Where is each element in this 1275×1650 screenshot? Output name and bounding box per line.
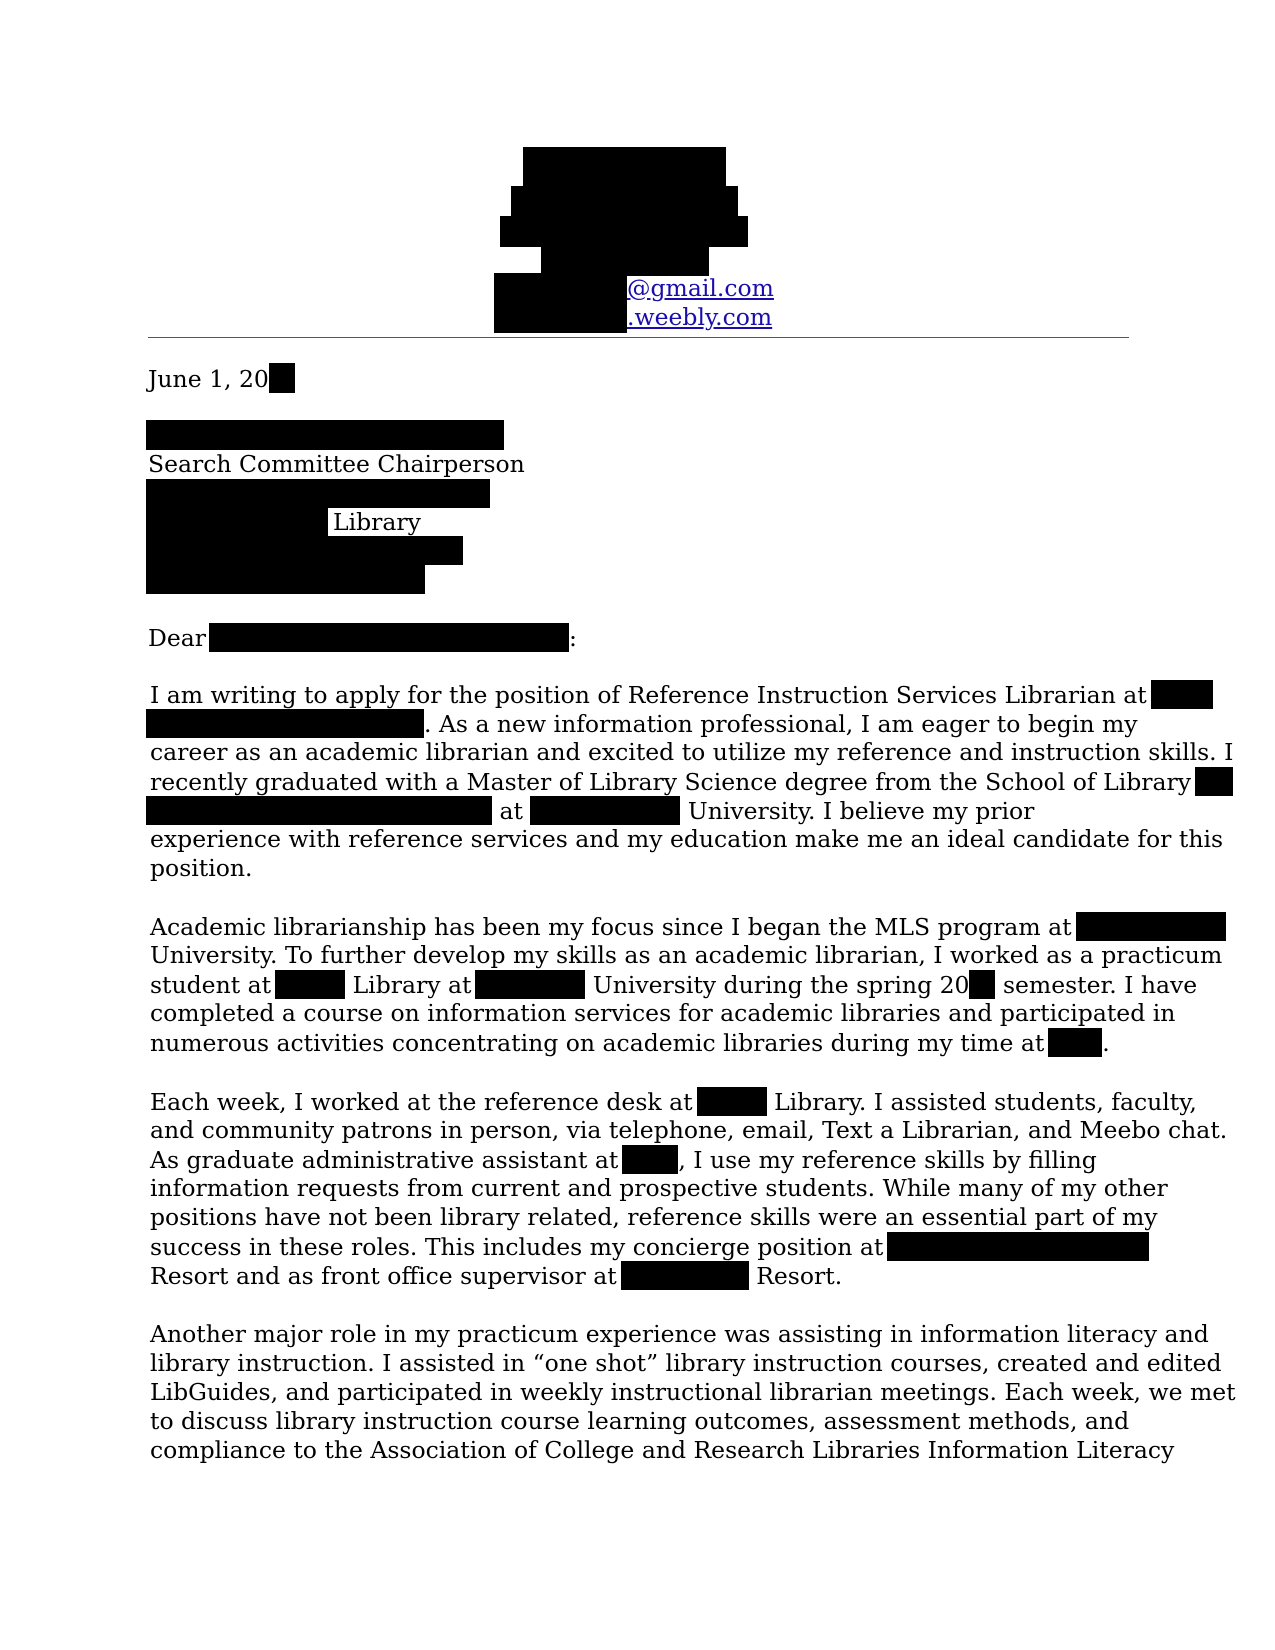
paragraph-1 (150, 680, 1233, 883)
text-span: . As a new information professional, I am eager to begin my (424, 710, 1138, 738)
text-line (150, 796, 1233, 825)
redaction-block (500, 216, 748, 247)
text-span: Each week, I worked at the reference desk at (150, 1088, 693, 1116)
text-line: LibGuides, and participated in weekly instructional librarian meetings. Each week, we met (150, 1378, 1236, 1406)
redaction-block (146, 420, 504, 450)
redaction-block (622, 1145, 678, 1174)
redaction-block (269, 363, 295, 393)
text-line: completed a course on information services for academic libraries and participated in (150, 999, 1176, 1027)
letter-date (148, 363, 295, 394)
text-span: University during the spring 20 (592, 971, 970, 999)
text-span: recently graduated with a Master of Library Science degree from the School of Library (150, 768, 1192, 796)
text-span: student at (150, 971, 272, 999)
text-span: , I use my reference skills by filling (678, 1146, 1097, 1174)
text-span: semester. I have (1002, 971, 1198, 999)
redaction-block (621, 1261, 749, 1290)
redaction-block (146, 709, 424, 738)
redaction-block (146, 507, 328, 537)
redaction-block (146, 796, 492, 825)
redaction-block (530, 796, 680, 825)
text-line: Another major role in my practicum experience was assisting in information literacy and (150, 1320, 1209, 1348)
text-line: University. To further develop my skills as an academic librarian, I worked as a practicum (150, 941, 1223, 969)
text-line (150, 1028, 1226, 1057)
paragraph-3 (150, 1087, 1227, 1290)
redaction-block (887, 1232, 1149, 1261)
salutation-dear: Dear (148, 624, 206, 652)
redaction-block (494, 273, 627, 333)
redaction-block (511, 186, 738, 218)
text-span: . (1102, 1029, 1110, 1057)
text-line (150, 912, 1226, 941)
redaction-block (1048, 1028, 1102, 1057)
redaction-block (697, 1087, 767, 1116)
text-line: to discuss library instruction course learning outcomes, assessment methods, and (150, 1407, 1130, 1435)
text-span: Library. I assisted students, faculty, (774, 1088, 1197, 1116)
text-span: Academic librarianship has been my focus since I began the MLS program at (150, 913, 1072, 941)
header-divider (148, 337, 1129, 338)
text-line: experience with reference services and my education make me an ideal candidate for this (150, 825, 1224, 853)
redaction-block (275, 970, 345, 999)
text-line (150, 767, 1233, 796)
text-line (150, 970, 1226, 999)
redaction-block (1195, 767, 1233, 796)
text-line: library instruction. I assisted in “one shot” library instruction courses, created and edited (150, 1349, 1222, 1377)
redaction-block (209, 623, 569, 652)
redaction-block (146, 536, 463, 565)
text-span: success in these roles. This includes my concierge position at (150, 1233, 884, 1261)
text-span: Resort. (756, 1262, 843, 1290)
text-span: As graduate administrative assistant at (150, 1146, 619, 1174)
text-line: positions have not been library related, reference skills were an essential part of my (150, 1203, 1158, 1231)
text-span: University. I believe my prior (687, 797, 1035, 825)
text-line: and community patrons in person, via telephone, email, Text a Librarian, and Meebo chat. (150, 1116, 1228, 1144)
text-line: career as an academic librarian and excited to utilize my reference and instruction skills. I (150, 738, 1234, 766)
salutation-colon: : (569, 624, 577, 652)
recipient-library: Library (333, 508, 421, 536)
redaction-block (541, 245, 709, 276)
redaction-block (1076, 912, 1226, 941)
text-line: information requests from current and prospective students. While many of my other (150, 1174, 1168, 1202)
redaction-block (969, 970, 995, 999)
redaction-block (523, 147, 726, 187)
redaction-block (475, 970, 585, 999)
website-link[interactable]: .weebly.com (627, 303, 773, 331)
text-span: Resort and as front office supervisor at (150, 1262, 617, 1290)
text-line: compliance to the Association of College and Research Libraries Information Literacy (150, 1436, 1175, 1464)
redaction-block (146, 564, 425, 594)
text-line (150, 680, 1233, 709)
salutation (148, 623, 577, 653)
redaction-block (1151, 680, 1213, 709)
redaction-block (146, 479, 490, 508)
text-line (150, 709, 1233, 738)
text-line: position. (150, 854, 253, 882)
text-line (150, 1232, 1227, 1261)
recipient-title: Search Committee Chairperson (148, 450, 525, 478)
text-span: numerous activities concentrating on academic libraries during my time at (150, 1029, 1045, 1057)
text-line (150, 1087, 1227, 1116)
date-text: June 1, 20 (148, 365, 269, 393)
text-line (150, 1261, 1227, 1290)
text-line (150, 1145, 1227, 1174)
text-span: Library at (352, 971, 472, 999)
email-link[interactable]: @gmail.com (627, 274, 774, 302)
paragraph-2 (150, 912, 1226, 1057)
text-span: I am writing to apply for the position of Reference Instruction Services Librarian at (150, 681, 1147, 709)
text-span: at (499, 797, 523, 825)
paragraph-4 (150, 1320, 1236, 1465)
